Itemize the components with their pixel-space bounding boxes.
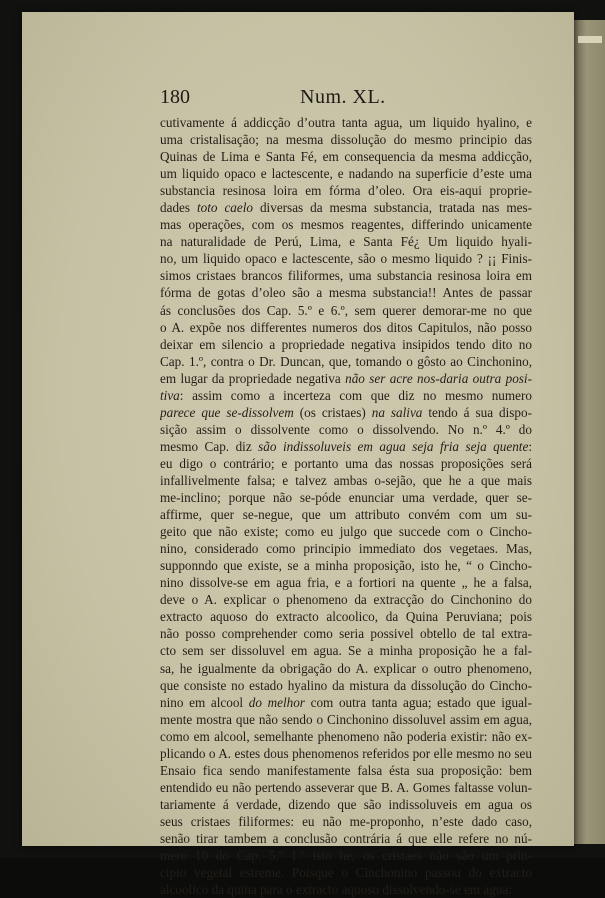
text-line: [160, 302, 532, 319]
text-line: [160, 421, 532, 438]
text-segment: mero 10 do Cap. 5.º 1.º isto he, os cristaes não são um prin-: [160, 848, 532, 864]
text-line: [160, 574, 532, 591]
text-line: [160, 864, 532, 881]
text-segment: no, um liquido opaco e lactescente, são o mesmo liquido ? ¡¡ Finis-: [160, 251, 532, 267]
text-segment: mas operações, com os mesmos reagentes, differindo unicamente: [160, 217, 532, 233]
text-segment: nino dissolve-se em agua fria, e a fortiori na quente „ he a falsa,: [160, 575, 532, 591]
text-line: [160, 148, 532, 165]
text-segment: tendo á sua dispo-: [422, 404, 532, 420]
text-segment: simos cristaes brancos filiformes, uma substancia resinosa loira em: [160, 268, 532, 284]
text-segment: não posso comprehender como seria possivel obtello de tal extra-: [160, 626, 532, 642]
text-line: [160, 540, 532, 557]
text-segment: ás conclusões dos Cap. 5.º e 6.º, sem querer demorar-me no que: [160, 302, 532, 318]
text-segment: como em alcool, semelhante phenomeno não poderia existir: não ex-: [160, 728, 532, 744]
italic-text: são indissoluveis em agua seja fria seja quente: [258, 438, 529, 454]
text-segment: entendido eu não pertendo asseverar que B. A. Gomes faltasse volun-: [160, 779, 532, 795]
text-line: [160, 523, 532, 540]
text-line: [160, 728, 532, 745]
text-segment: que consiste no estado hyalino da mistura da dissolução do Cincho-: [160, 677, 532, 693]
page-header: [160, 86, 555, 114]
text-line: [160, 711, 532, 728]
text-segment: supponndo que existe, se a minha proposição, isto he, “ o Cincho-: [160, 558, 532, 574]
text-segment: Cap. 1.º, contra o Dr. Duncan, que, tomando o gôsto ao Cinchonino,: [160, 353, 532, 369]
text-line: [160, 336, 532, 353]
text-segment: com outra tanta agua; estado que igual-: [304, 694, 532, 710]
text-segment: geito que não existe; como eu julgo que succede com o Cincho-: [160, 524, 532, 540]
text-line: [160, 387, 532, 404]
text-segment: fórma de gotas d’oleo são a mesma substancia!! Antes de passar: [160, 285, 532, 301]
text-line: [160, 677, 532, 694]
text-line: [160, 557, 532, 574]
text-segment: alcoolico da quina para o extracto aquoso dissolvendo-se em agua:: [160, 882, 512, 898]
text-line: [160, 114, 532, 131]
text-segment: diversas da mesma substancia, tratada nas mes-: [253, 200, 532, 216]
text-line: [160, 625, 532, 642]
text-segment: deixar em silencio a propriedade negativa insipidos tendo dito no: [160, 336, 532, 352]
text-segment: senão tirar tambem a conclusão contrária á que elle refere no nú-: [160, 830, 532, 846]
text-line: [160, 319, 532, 336]
italic-text: toto caelo: [196, 200, 254, 216]
text-line: [160, 830, 532, 847]
text-line: [160, 370, 532, 387]
text-segment: Quinas de Lima e Santa Fé, em consequencia da mesma addicção,: [160, 149, 532, 165]
text-segment: deve o A. explicar o phenomeno da extracção do Cinchonino do: [160, 592, 532, 608]
text-line: [160, 779, 532, 796]
text-line: [160, 404, 532, 421]
text-line: [160, 506, 532, 523]
text-segment: substancia resinosa loira em fórma d’oleo. Ora eis-aqui proprie-: [160, 183, 532, 199]
text-segment: tariamente á verdade, dizendo que são indissoluveis em agua os: [160, 796, 532, 812]
text-line: [160, 847, 532, 864]
text-line: [160, 472, 532, 489]
text-segment: Ensaio fica sendo manifestamente falsa ésta sua proposição: bem: [160, 762, 532, 778]
text-segment: cto sem ser dissoluvel em agua. Se a minha proposição he a fal-: [160, 643, 532, 659]
text-line: [160, 165, 532, 182]
text-line: [160, 881, 532, 898]
running-head: Num. XL.: [300, 86, 386, 108]
italic-text: não ser acre nos-daria outra posi-: [345, 370, 532, 386]
text-line: [160, 796, 532, 813]
italic-text: do melhor: [248, 694, 305, 710]
text-line: [160, 591, 532, 608]
text-segment: sição assim o dissolvente como o dissolvendo. No n.º 4.º do: [160, 421, 532, 437]
paper-tab-mark: [578, 36, 602, 43]
text-segment: (os cristaes): [293, 404, 372, 420]
text-line: [160, 745, 532, 762]
text-segment: seus cristaes filiformes: eu não me-proponho, n’este dado caso,: [160, 813, 532, 829]
text-line: [160, 353, 532, 370]
text-line: [160, 267, 532, 284]
text-segment: cutivamente á addicção d’outra tanta agua, um liquido hyalino, e: [160, 115, 532, 130]
text-line: [160, 813, 532, 830]
text-line: [160, 455, 532, 472]
text-segment: :: [528, 438, 532, 454]
text-segment: nino, considerado como principio immediato dos vegetaes. Mas,: [160, 541, 532, 557]
text-line: [160, 438, 532, 455]
text-segment: affirme, quer se-negue, que um attributo convém com um su-: [160, 507, 532, 523]
text-line: [160, 199, 532, 216]
text-segment: me-inclino; porque não se-póde enunciar uma verdade, quer se-: [160, 490, 532, 506]
text-segment: cipio vegetal estreme. Poisque o Cinchonino passou do extracto: [160, 865, 532, 881]
text-segment: mesmo Cap. diz: [160, 438, 259, 454]
facing-page-edge: [574, 20, 605, 844]
text-line: [160, 489, 532, 506]
italic-text: parece que se-dissolvem: [160, 404, 294, 420]
text-segment: infallivelmente falsa; e talvez ambas o-sejão, que he a que mais: [160, 472, 532, 488]
text-line: [160, 608, 532, 625]
italic-text: tiva: [160, 387, 180, 403]
text-segment: dades: [160, 200, 197, 216]
text-line: [160, 284, 532, 301]
text-segment: nino em alcool: [160, 694, 249, 710]
text-line: [160, 694, 532, 711]
text-segment: na naturalidade de Perú, Lima, e Santa Fé¿ Um liquido hyali-: [160, 234, 532, 250]
text-line: [160, 762, 532, 779]
text-line: [160, 182, 532, 199]
text-segment: sa, he igualmente da obrigação do A. explicar o outro phenomeno,: [160, 660, 532, 676]
text-line: [160, 642, 532, 659]
text-segment: : assim como a incerteza com que diz no mesmo numero: [179, 387, 532, 403]
text-segment: eu digo o contrário; e portanto uma das nossas proposições será: [160, 455, 532, 471]
text-line: [160, 660, 532, 677]
text-segment: um liquido opaco e lactescente, e nadando na superficie d’este uma: [160, 166, 532, 182]
text-line: [160, 233, 532, 250]
text-segment: o A. expõe nos differentes numeros dos ditos Capitulos, não posso: [160, 319, 532, 335]
text-segment: mente mostra que não sendo o Cinchonino dissoluvel assim em agua,: [160, 711, 532, 727]
text-line: [160, 131, 532, 148]
italic-text: na saliva: [371, 404, 423, 420]
text-line: [160, 250, 532, 267]
text-segment: em lugar da propriedade negativa: [160, 370, 346, 386]
text-segment: extracto aquoso do extracto alcoolico, da Quina Peruviana; pois: [160, 609, 532, 625]
body-text: [160, 114, 532, 898]
page-number: 180: [160, 86, 190, 108]
text-line: [160, 216, 532, 233]
text-segment: plicando o A. estes dous phenomenos referidos por elle mesmo no seu: [160, 745, 532, 761]
text-segment: uma cristalisação; na mesma dissolução do mesmo principio das: [160, 132, 532, 148]
